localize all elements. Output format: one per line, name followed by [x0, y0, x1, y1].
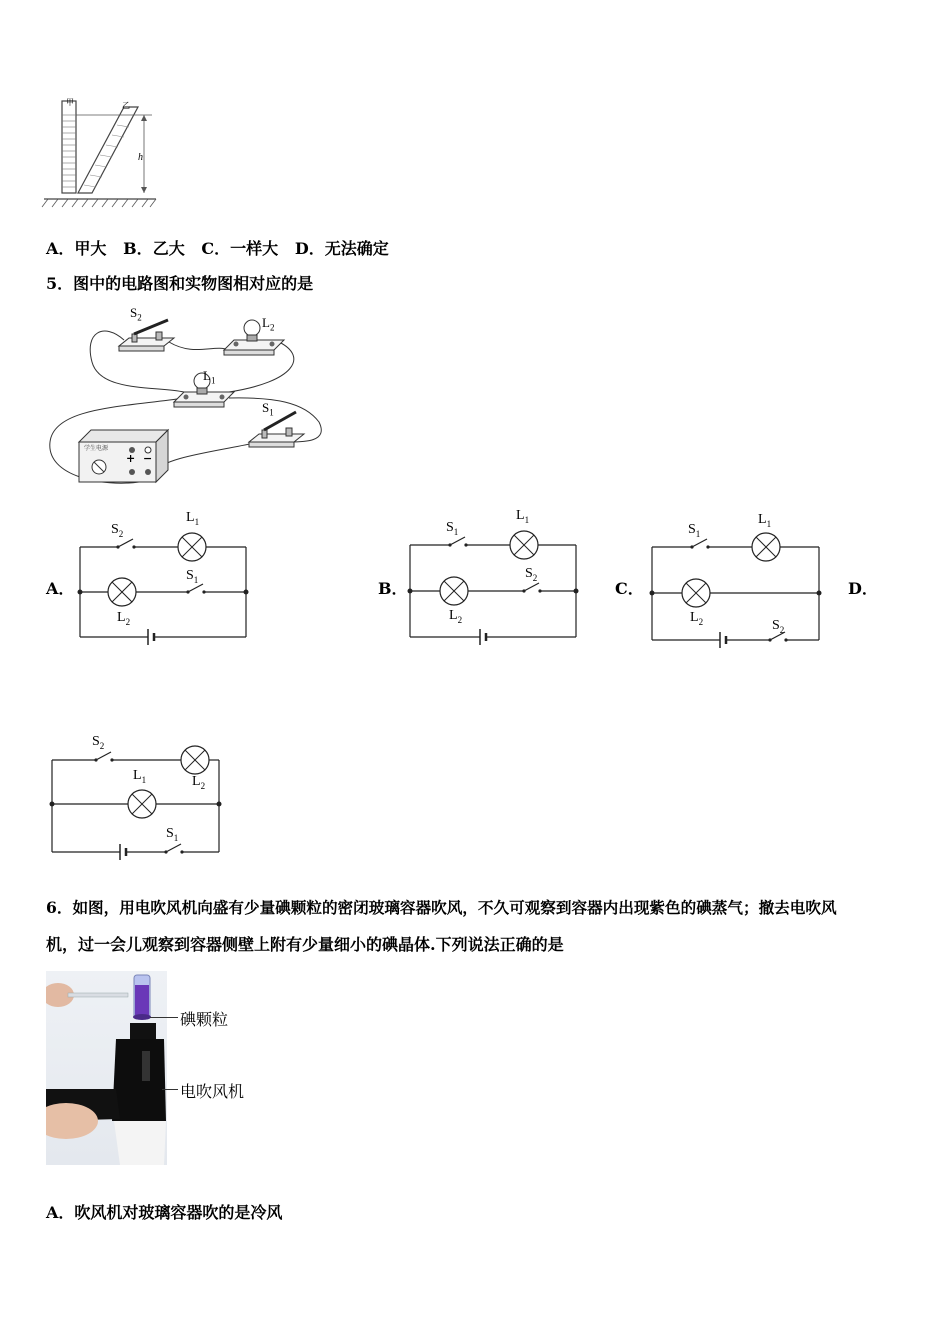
tube-label-h: h: [138, 152, 143, 163]
q4-option-d-text[interactable]: 无法确定: [324, 239, 389, 258]
circuit-d-diagram[interactable]: [42, 736, 227, 864]
q6-stem-line1: 6．如图，用电吹风机向盛有少量碘颗粒的密闭玻璃容器吹风，不久可观察到容器内出现紫色的碘蒸气；撤去电吹风: [46, 898, 837, 917]
dryer-pointer-line: [162, 1089, 178, 1090]
q4-options: [46, 236, 389, 259]
q4-option-a-text[interactable]: 甲大: [74, 239, 107, 258]
circuit-c-diagram[interactable]: [642, 510, 827, 650]
real-label-s2: $S_2$: [130, 305, 142, 323]
q5-option-a[interactable]: A．: [46, 579, 75, 598]
real-label-l2: $L_2$: [262, 315, 275, 333]
circuit-b-label-l2: $L_2$: [449, 608, 463, 625]
circuit-a-label-s1: $S_1$: [186, 568, 199, 585]
q4-option-d-letter[interactable]: D．: [294, 239, 325, 258]
circuit-b-label-s2: $S_2$: [525, 566, 538, 583]
tube-label-jia: 甲: [66, 98, 74, 107]
iodine-dryer-photo: [46, 971, 167, 1165]
q4-option-c-letter[interactable]: C．: [201, 239, 231, 258]
circuit-b-label-s1: $S_1$: [446, 520, 459, 537]
real-label-l1: $L_1$: [203, 368, 216, 386]
q5-option-d[interactable]: D．: [848, 579, 878, 598]
circuit-d-label-l1: $L_1$: [133, 768, 147, 785]
q5-stem: 5．图中的电路图和实物图相对应的是: [46, 274, 314, 293]
q4-option-b-text[interactable]: 乙大: [152, 239, 185, 258]
psu-plus: +: [126, 452, 136, 465]
q6-option-a[interactable]: [46, 1200, 282, 1223]
circuit-c-label-s1: $S_1$: [688, 522, 701, 539]
circuit-a-diagram[interactable]: [70, 510, 255, 650]
circuit-d-label-s1: $S_1$: [166, 826, 179, 843]
label-hair-dryer: 电吹风机: [180, 1082, 245, 1101]
label-iodine-particles: 碘颗粒: [180, 1010, 229, 1029]
q5-option-b[interactable]: B．: [378, 579, 408, 598]
real-label-s1: $S_1$: [262, 400, 274, 418]
q6-stem-line2: 机，过一会儿观察到容器侧壁上附有少量细小的碘晶体.下列说法正确的是: [46, 935, 564, 954]
circuit-a-label-l1: $L_1$: [186, 510, 200, 527]
psu-label: 学生电源: [84, 445, 109, 452]
iodine-pointer-line: [150, 1017, 178, 1018]
circuit-d-label-l2: $L_2$: [192, 774, 206, 791]
circuit-a-label-s2: $S_2$: [111, 522, 124, 539]
circuit-c-label-l2: $L_2$: [690, 610, 704, 627]
psu-minus: −: [143, 452, 153, 465]
q6-option-a-letter: A．: [46, 1203, 75, 1222]
circuit-d-label-s2: $S_2$: [92, 734, 105, 751]
photo-illustration: [46, 971, 167, 1165]
q5-real-circuit-figure: [44, 302, 334, 498]
circuit-c-label-s2: $S_2$: [772, 618, 785, 635]
circuit-b-label-l1: $L_1$: [516, 508, 530, 525]
circuit-a-label-l2: $L_2$: [117, 610, 131, 627]
circuit-c-label-l1: $L_1$: [758, 512, 772, 529]
q4-option-b-letter[interactable]: B．: [123, 239, 153, 258]
q6-option-a-text: 吹风机对玻璃容器吹的是冷风: [74, 1203, 283, 1222]
q5-option-c[interactable]: C．: [615, 579, 644, 598]
q4-option-c-text[interactable]: 一样大: [230, 239, 279, 258]
circuit-b-diagram[interactable]: [400, 510, 585, 650]
q4-option-a-letter[interactable]: A．: [46, 239, 75, 258]
tube-label-yi: 乙: [122, 101, 130, 110]
